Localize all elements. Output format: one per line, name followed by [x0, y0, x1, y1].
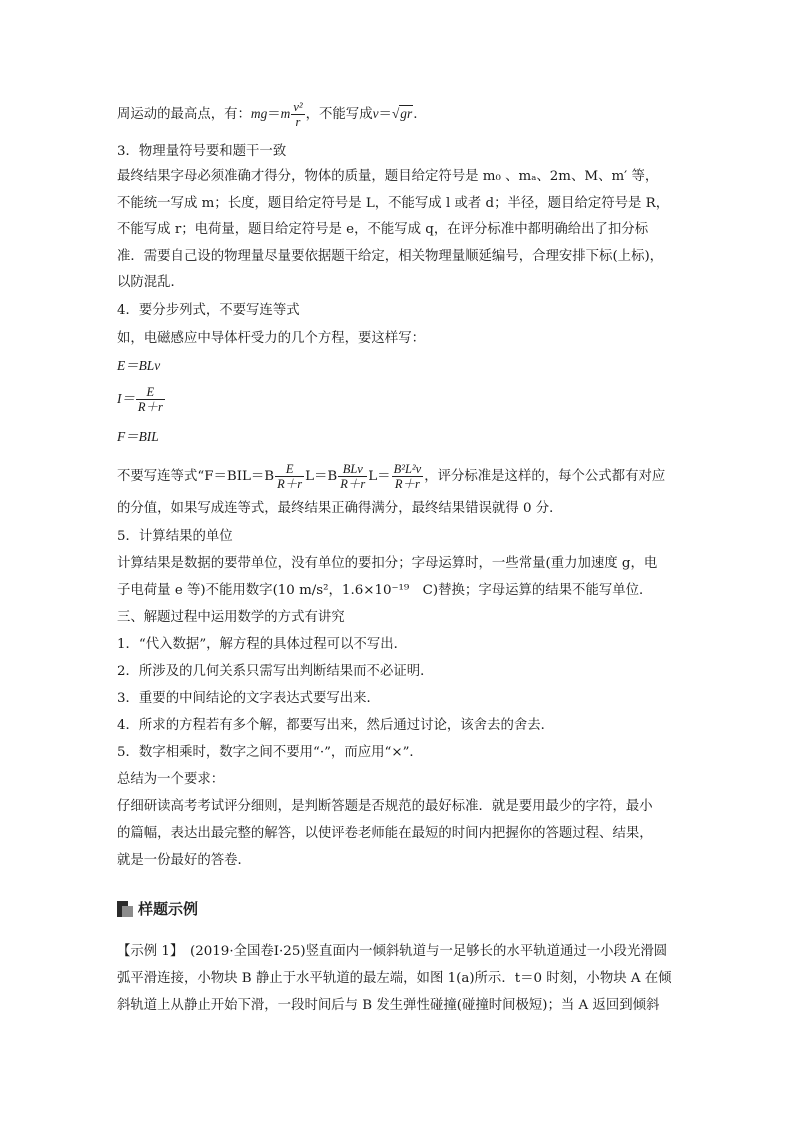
equals: ＝	[267, 107, 281, 122]
chained-equation-line	[117, 462, 665, 491]
part-3-title: 三、解题过程中运用数学的方式有讲究	[117, 610, 345, 625]
list-item: 2．所涉及的几何关系只需写出判断结果而不必证明．	[117, 664, 434, 679]
equation-lhs: I＝	[117, 391, 135, 406]
paragraph-line: 的分值，如果写成连等式，最终结果正确得满分，最终结果错误就得 0 分．	[117, 501, 563, 516]
fraction-numerator: E	[275, 462, 304, 477]
example-line: 斜轨道上从静止开始下滑，一段时间后与 B 发生弹性碰撞(碰撞时间极短)；当 A 返回到倾斜	[117, 998, 660, 1013]
paragraph-line: 计算结果是数据的要带单位，没有单位的要扣分；字母运算时，一些常量(重力加速度 g，电	[117, 556, 658, 571]
list-item: 5．数字相乘时，数字之间不要用“·”，而应用“×”．	[117, 745, 423, 760]
fraction-denominator: R＋r	[277, 477, 303, 491]
summary-title: 总结为一个要求：	[117, 772, 225, 787]
fraction-denominator: R＋r	[340, 477, 366, 491]
example-line: 弧平滑连接，小物块 B 静止于水平轨道的最左端，如图 1(a)所示．t＝0 时刻，小物块 A 在倾	[117, 971, 672, 986]
list-item: 4．所求的方程若有多个解，都要写出来，然后通过讨论，该舍去的舍去．	[117, 718, 555, 733]
fraction-numerator: E	[136, 385, 165, 400]
section-heading	[117, 898, 198, 919]
formula-v: v	[372, 106, 379, 121]
section-4-title: 4．要分步列式，不要写连等式	[117, 303, 300, 318]
fraction-e-over-r	[136, 385, 165, 414]
text: L＝	[368, 469, 391, 484]
fraction	[392, 462, 424, 491]
fraction-v2-over-r	[291, 100, 304, 129]
fraction	[275, 462, 304, 491]
section-5-title: 5．计算结果的单位	[117, 529, 233, 544]
equation-emf: E＝BLv	[117, 358, 161, 373]
fraction	[338, 462, 367, 491]
list-item: 3．重要的中间结论的文字表达式要写出来．	[117, 691, 380, 706]
list-item: 1．“代入数据”，解方程的具体过程可以不写出．	[117, 637, 408, 652]
paragraph-line: 子电荷量 e 等)不能用数字(10 m/s²，1.6×10⁻¹⁹ C)替换；字母运算的结果不能写单位．	[117, 583, 653, 598]
equals: ＝	[378, 107, 392, 122]
example-line: 【示例 1】 (2019·全国卷Ⅰ·25)竖直面内一倾斜轨道与一足够长的水平轨道通过一小段光滑圆	[117, 944, 668, 959]
equation-current	[117, 385, 166, 414]
paragraph-line: 不能写成 r；电荷量，题目给定符号是 e，不能写成 q，在评分标准中都明确给出了扣分标	[117, 222, 649, 237]
section-3-title: 3．物理量符号要和题干一致	[117, 144, 287, 159]
fraction-denominator: r	[295, 115, 301, 129]
paragraph-line: 就是一份最好的答卷．	[117, 853, 251, 868]
fraction-denominator: R＋r	[394, 477, 420, 491]
fraction-numerator: B²L²v	[393, 462, 422, 476]
paragraph-line: 不能统一写成 m；长度，题目给定符号是 L，不能写成 l 或者 d；半径，题目给定符号是 R，	[117, 196, 670, 211]
radicand: gr	[400, 106, 413, 121]
text: L＝B	[305, 469, 338, 484]
paragraph-line: 准．需要自己设的物理量尽量要依据题干给定，相关物理量顺延编号，合理安排下标(上标)，	[117, 249, 664, 264]
text: 不要写连等式“F＝BIL＝B	[117, 469, 275, 484]
formula-m: m	[280, 106, 291, 121]
formula-mg: mg	[250, 106, 268, 121]
paragraph-line: 最终结果字母必须准确才得分，物体的质量，题目给定符号是 m₀ 、mₐ、2m、M、m′ 等，	[117, 169, 659, 184]
period: .	[413, 107, 418, 122]
sqrt-gr: √gr	[391, 106, 413, 121]
text: ，不能写成	[305, 107, 373, 122]
paragraph-line: 的篇幅，表达出最完整的解答，以使评卷老师能在最短的时间内把握你的答题过程、结果，	[117, 826, 653, 841]
fraction-numerator: v²	[293, 100, 303, 114]
equation-force: F＝BIL	[117, 429, 159, 444]
heading-square-icon	[117, 901, 133, 917]
text: 周运动的最高点，有：	[117, 107, 251, 122]
section-heading-text: 样题示例	[138, 900, 199, 918]
text: ，评分标准是这样的，每个公式都有对应	[424, 469, 666, 484]
paragraph-line: 以防混乱．	[117, 275, 184, 290]
paragraph-line: 如，电磁感应中导体杆受力的几个方程，要这样写：	[117, 331, 425, 346]
circular-motion-line	[117, 100, 417, 129]
fraction-denominator: R＋r	[137, 400, 163, 414]
fraction-numerator: BLv	[338, 462, 367, 477]
paragraph-line: 仔细研读高考考试评分细则，是判断答题是否规范的最好标准．就是要用最少的字符，最小	[117, 799, 653, 814]
